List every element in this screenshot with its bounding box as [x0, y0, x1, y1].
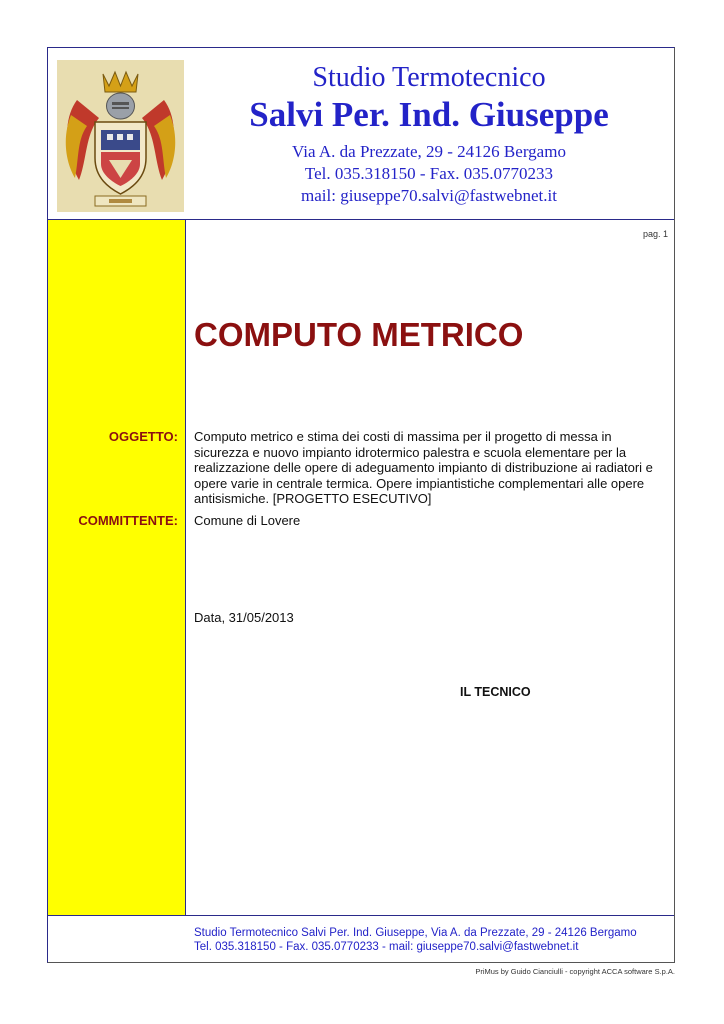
studio-phone: Tel. 035.318150 - Fax. 035.0770233	[304, 164, 554, 183]
studio-email: mail: giuseppe70.salvi@fastwebnet.it	[301, 186, 557, 205]
footer-line-2: Tel. 035.318150 - Fax. 035.0770233 - mail: giuseppe70.salvi@fastwebnet.it	[194, 941, 579, 953]
letterhead	[48, 48, 674, 220]
software-credit: PriMus by Guido Cianciulli - copyright ACCA software S.p.A.	[475, 967, 675, 976]
label-sidebar	[48, 220, 186, 915]
document-title: COMPUTO METRICO	[194, 316, 524, 353]
oggetto-label: OGGETTO:	[108, 429, 178, 444]
footer	[194, 926, 637, 954]
committente-text: Comune di Lovere	[194, 513, 301, 528]
committente-label: COMMITTENTE:	[78, 513, 178, 528]
footer-line-1: Studio Termotecnico Salvi Per. Ind. Giuseppe, Via A. da Prezzate, 29 - 24126 Bergamo	[194, 927, 637, 939]
oggetto-text: Computo metrico e stima dei costi di massima per il progetto di messa in sicurezza e nuovo impianto idrotermico palestra e scuola elementare per la realizzazione delle opere di adeguamento impianto di distribuzione ai radiatori e opere varie in centrale termica. Opere impiantistiche complementari alle opere antisismiche. [PROGETTO ESECUTIVO]	[194, 429, 653, 506]
page-number: pag. 1	[642, 229, 668, 239]
coat-of-arms-image	[57, 60, 184, 212]
studio-address: Via A. da Prezzate, 29 - 24126 Bergamo	[292, 142, 566, 161]
footer-divider	[48, 915, 674, 916]
studio-owner-name: Salvi Per. Ind. Giuseppe	[249, 95, 609, 134]
signature-label: IL TECNICO	[460, 685, 531, 699]
document-date: Data, 31/05/2013	[194, 610, 294, 625]
studio-title: Studio Termotecnico	[312, 62, 546, 93]
page-frame	[47, 47, 675, 963]
